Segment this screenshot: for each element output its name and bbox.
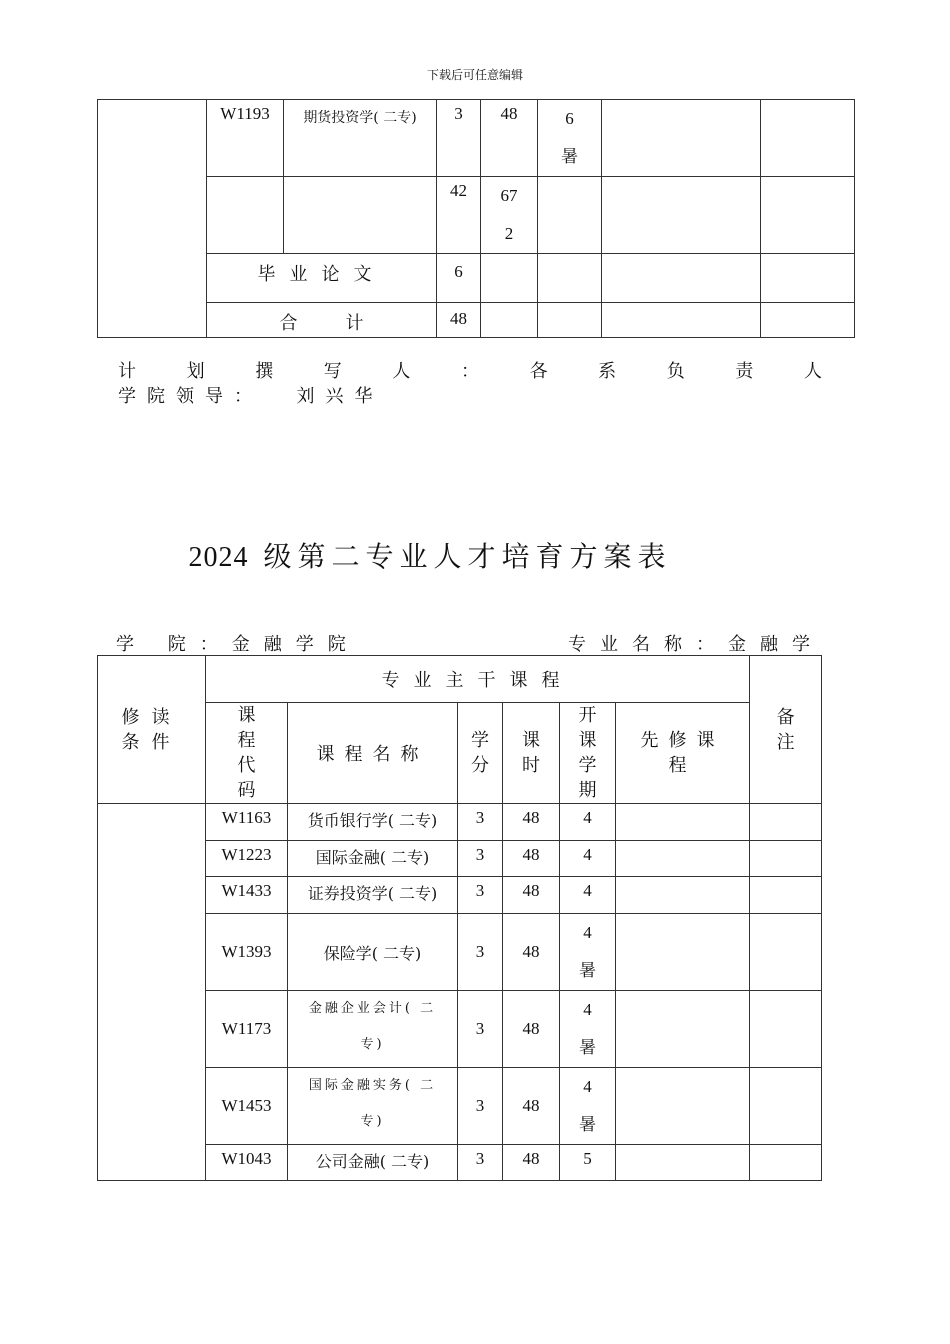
sig-char: 各 xyxy=(529,361,548,382)
code-header: 课程代码 xyxy=(206,703,288,804)
remark-cell xyxy=(761,177,855,254)
thesis-label: 毕业论文 xyxy=(207,254,437,303)
course-name: 证券投资学( 二专) xyxy=(288,877,458,914)
course-credits: 3 xyxy=(458,804,503,841)
sig-char: 人 xyxy=(803,361,822,382)
course-name: 货币银行学( 二专) xyxy=(288,804,458,841)
thesis-credits: 6 xyxy=(437,254,481,303)
course-term: 4 暑 xyxy=(560,1068,616,1145)
credits-header: 学分 xyxy=(458,703,503,804)
course-name: 保险学( 二专) xyxy=(288,914,458,991)
course-hours: 48 xyxy=(503,914,560,991)
course-credits: 3 xyxy=(458,1068,503,1145)
subtotal-hours: 67 2 xyxy=(481,177,538,254)
course-term: 4 xyxy=(560,841,616,877)
course-term: 5 xyxy=(560,1145,616,1181)
condition-cell xyxy=(98,100,207,338)
main-course-table xyxy=(97,655,822,1181)
total-label: 合计 xyxy=(207,303,437,338)
leader-signature-line: 学院领导： 刘兴华 xyxy=(118,386,384,407)
course-name: 国际金融( 二专) xyxy=(288,841,458,877)
course-credits: 3 xyxy=(458,877,503,914)
subtotal-credits: 42 xyxy=(437,177,481,254)
course-name: 金融企业会计( 二专) xyxy=(288,991,458,1068)
planner-signature-line xyxy=(118,357,822,383)
table-row xyxy=(98,1068,822,1145)
total-credits: 48 xyxy=(437,303,481,338)
table-row xyxy=(98,991,822,1068)
sig-char: 撰 xyxy=(255,361,274,382)
course-term xyxy=(538,177,602,254)
hours-header: 课时 xyxy=(503,703,560,804)
sig-char: 划 xyxy=(186,361,205,382)
table-row xyxy=(98,914,822,991)
course-name: 期货投资学( 二专) xyxy=(284,100,437,177)
course-code: W1163 xyxy=(206,804,288,841)
course-name: 公司金融( 二专) xyxy=(288,1145,458,1181)
course-hours: 48 xyxy=(503,1068,560,1145)
sig-char: 写 xyxy=(323,361,342,382)
college-label: 学 院：金融学院 xyxy=(116,634,360,655)
course-code: W1393 xyxy=(206,914,288,991)
sig-char: 负 xyxy=(666,361,685,382)
top-course-table xyxy=(97,99,855,338)
condition-header: 修读条件 xyxy=(98,656,206,804)
prereq-header: 先修课程 xyxy=(616,703,750,804)
header-note: 下载后可任意编辑 xyxy=(426,68,523,82)
table-row xyxy=(98,877,822,914)
sig-char: 系 xyxy=(598,361,617,382)
remark-cell xyxy=(761,100,855,177)
course-credits: 3 xyxy=(458,991,503,1068)
condition-cell xyxy=(98,804,206,1181)
course-term: 4 暑 xyxy=(560,914,616,991)
sig-char: 计 xyxy=(118,361,136,382)
course-hours: 48 xyxy=(503,1145,560,1181)
course-code: W1043 xyxy=(206,1145,288,1181)
course-credits: 3 xyxy=(437,100,481,177)
course-credits: 3 xyxy=(458,1145,503,1181)
course-hours: 48 xyxy=(503,991,560,1068)
course-hours: 48 xyxy=(503,841,560,877)
course-credits: 3 xyxy=(458,841,503,877)
group-header: 专业主干课程 xyxy=(206,656,750,703)
course-term: 6 暑 xyxy=(538,100,602,177)
major-label: 专业名称：金融学 xyxy=(568,634,824,655)
title-text: 级第二专业人才培育方案表 xyxy=(263,540,672,573)
table-row xyxy=(98,841,822,877)
course-code: W1433 xyxy=(206,877,288,914)
course-hours: 48 xyxy=(481,100,538,177)
course-hours: 48 xyxy=(503,877,560,914)
course-code xyxy=(207,177,284,254)
sig-char: 责 xyxy=(735,361,754,382)
table-row xyxy=(98,804,822,841)
course-term: 4 xyxy=(560,804,616,841)
sig-char: 人 xyxy=(392,361,411,382)
course-code: W1453 xyxy=(206,1068,288,1145)
course-term: 4 暑 xyxy=(560,991,616,1068)
term-header: 开课学期 xyxy=(560,703,616,804)
sig-char: ： xyxy=(460,361,479,382)
title-year: 2024 xyxy=(188,542,249,573)
prereq-cell xyxy=(602,100,761,177)
page-title xyxy=(0,535,860,575)
course-name: 国际金融实务( 二专) xyxy=(288,1068,458,1145)
course-hours: 48 xyxy=(503,804,560,841)
table-row xyxy=(98,1145,822,1181)
course-term: 4 xyxy=(560,877,616,914)
remark-header: 备注 xyxy=(750,656,822,804)
course-code: W1223 xyxy=(206,841,288,877)
course-credits: 3 xyxy=(458,914,503,991)
prereq-cell xyxy=(602,177,761,254)
course-code: W1173 xyxy=(206,991,288,1068)
name-header: 课程名称 xyxy=(288,703,458,804)
course-code: W1193 xyxy=(207,100,284,177)
course-name xyxy=(284,177,437,254)
